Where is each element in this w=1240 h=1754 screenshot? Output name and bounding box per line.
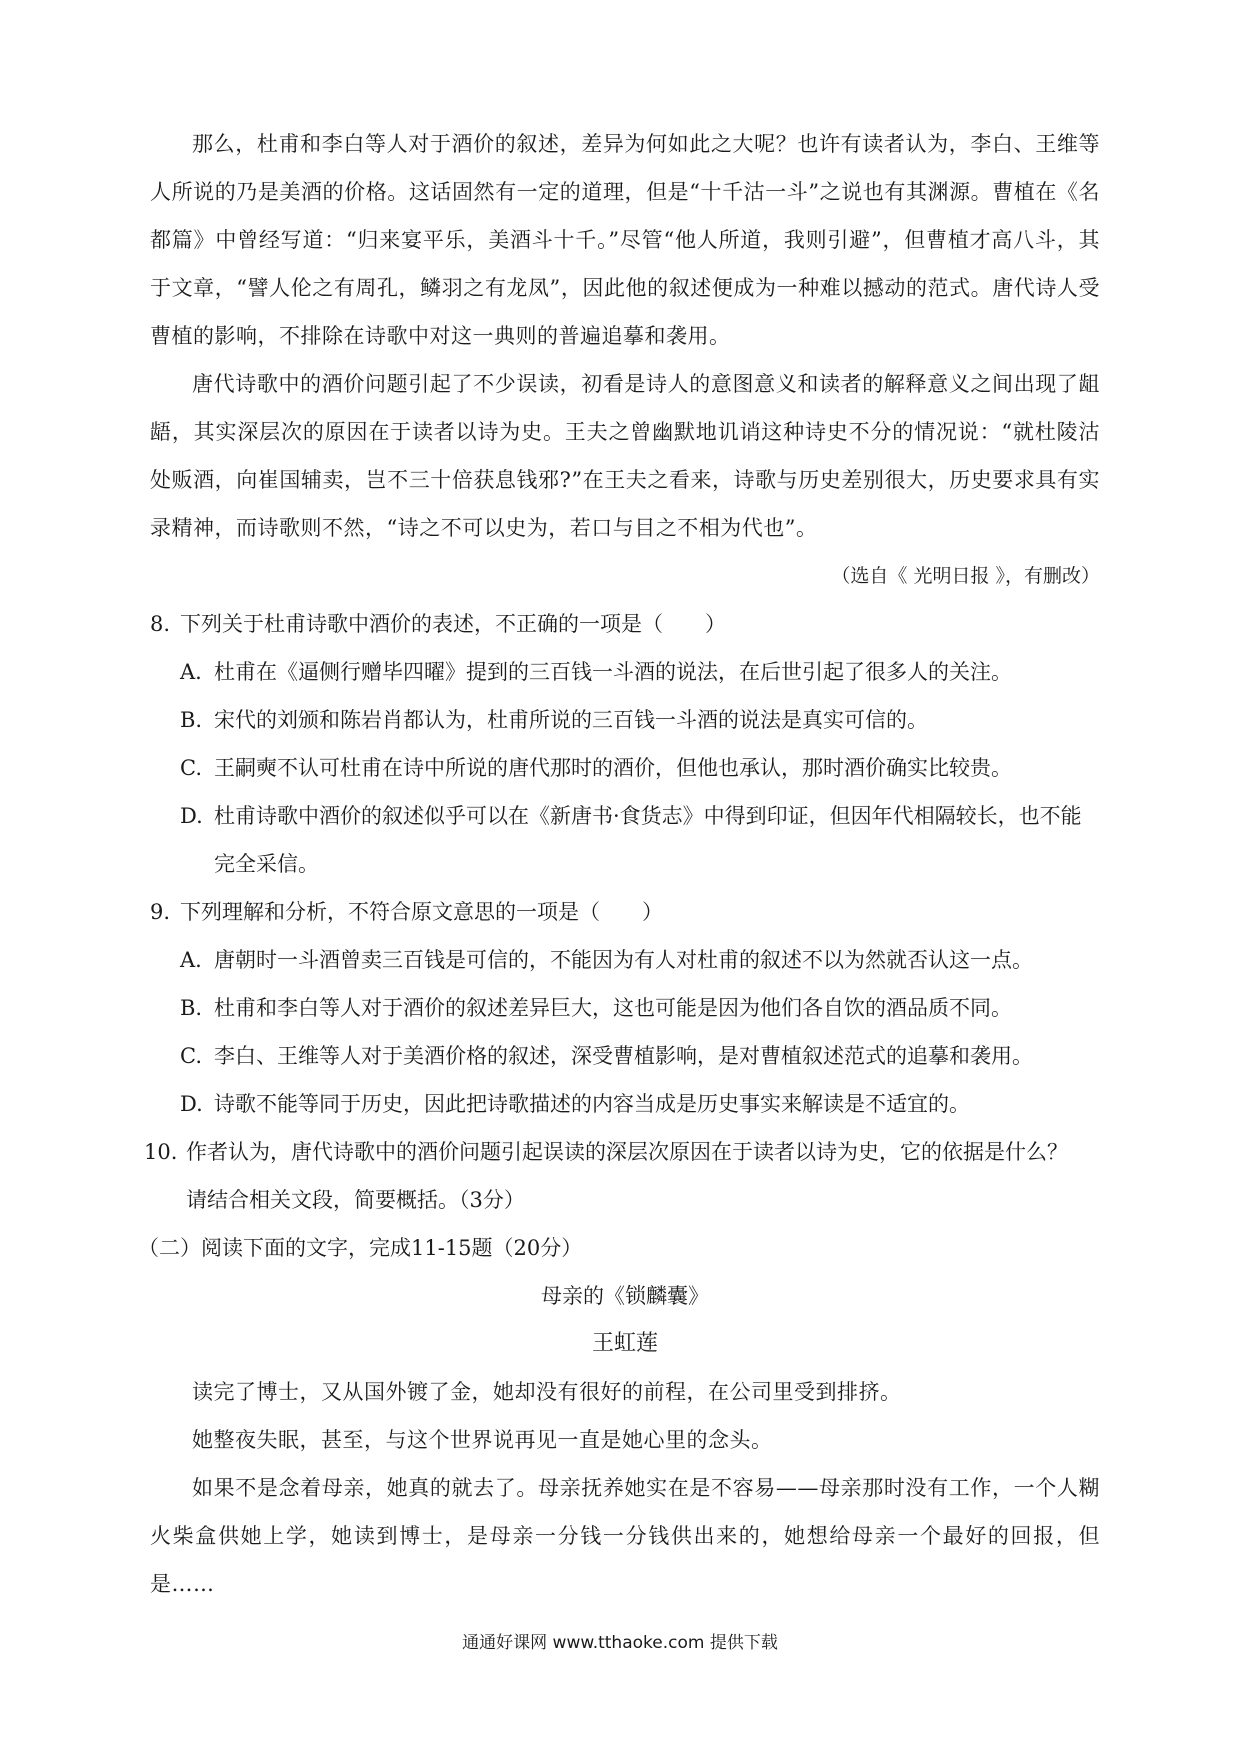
option-d — [180, 792, 1100, 888]
option-a — [180, 936, 1100, 984]
option-letter: D. — [180, 1092, 203, 1116]
story-paragraph: 读完了博士，又从国外镀了金，她却没有很好的前程，在公司里受到排挤。 — [192, 1380, 902, 1404]
option-letter: D. — [180, 804, 203, 828]
question-8 — [150, 600, 1100, 888]
option-letter: A. — [180, 948, 202, 972]
option-letter: B. — [180, 708, 203, 732]
question-number: 8. — [150, 612, 171, 636]
question-number: 9. — [150, 900, 171, 924]
option-c — [180, 1032, 1100, 1080]
option-text: 杜甫和李白等人对于酒价的叙述差异巨大，这也可能是因为他们各自饮的酒品质不同。 — [214, 996, 1012, 1020]
story-paragraph: 她整夜失眠，甚至，与这个世界说再见一直是她心里的念头。 — [192, 1428, 773, 1452]
question-stem: 作者认为，唐代诗歌中的酒价问题引起误读的深层次原因在于读者以诗为史，它的依据是什么？ — [186, 1140, 1068, 1164]
option-text: 王嗣奭不认可杜甫在诗中所说的唐代那时的酒价，但他也承认，那时酒价确实比较贵。 — [214, 756, 1012, 780]
option-a — [180, 648, 1100, 696]
option-text: 诗歌不能等同于历史，因此把诗歌描述的内容当成是历史事实来解读是不适宜的。 — [214, 1092, 970, 1116]
option-text: 杜甫诗歌中酒价的叙述似乎可以在《新唐书·食货志》中得到印证，但因年代相隔较长，也不能完全采信。 — [214, 804, 1082, 876]
question-stem: 下列理解和分析，不符合原文意思的一项是（ ） — [180, 900, 663, 924]
article-author: 王虹莲 — [591, 1331, 658, 1356]
option-letter: C. — [180, 1044, 202, 1068]
option-text: 宋代的刘颁和陈岩肖都认为，杜甫所说的三百钱一斗酒的说法是真实可信的。 — [214, 708, 928, 732]
question-number: 10. — [144, 1140, 178, 1164]
question-stem-continued: 请结合相关文段，简要概括。（3分） — [186, 1188, 525, 1212]
option-letter: C. — [180, 756, 202, 780]
option-text: 李白、王维等人对于美酒价格的叙述，深受曹植影响，是对曹植叙述范式的追摹和袭用。 — [214, 1044, 1033, 1068]
question-9 — [150, 888, 1100, 1128]
section-heading: （二）阅读下面的文字，完成11-15题（20分） — [138, 1236, 583, 1260]
story-paragraph: 如果不是念着母亲，她真的就去了。母亲抚养她实在是不容易——母亲那时没有工作，一个人糊火柴盒供她上学，她读到博士，是母亲一分钱一分钱供出来的，她想给母亲一个最好的回报，但是…… — [150, 1476, 1100, 1596]
option-letter: A. — [180, 660, 202, 684]
question-stem: 下列关于杜甫诗歌中酒价的表述，不正确的一项是（ ） — [180, 612, 726, 636]
source-citation: （选自《 光明日报 》，有删改） — [831, 565, 1100, 587]
page-footer: 通通好课网 www.tthaoke.com 提供下载 — [462, 1633, 778, 1653]
document-page — [138, 120, 1100, 1608]
option-letter: B. — [180, 996, 203, 1020]
article-title: 母亲的《锁麟囊》 — [541, 1284, 709, 1308]
passage-paragraph: 唐代诗歌中的酒价问题引起了不少误读，初看是诗人的意图意义和读者的解释意义之间出现了龃龉，其实深层次的原因在于读者以诗为史。王夫之曾幽默地讥诮这种诗史不分的情况说：“就杜陵沽处贩酒，向崔国辅卖，岂不三十倍获息钱邪?”在王夫之看来，诗歌与历史差别很大，历史要求具有实录精神，而诗歌则不然，“诗之不可以史为，若口与目之不相为代也”。 — [150, 372, 1100, 540]
option-text: 杜甫在《逼侧行赠毕四曜》提到的三百钱一斗酒的说法，在后世引起了很多人的关注。 — [214, 660, 1012, 684]
option-c — [180, 744, 1100, 792]
question-10 — [144, 1128, 1100, 1224]
option-b — [180, 696, 1100, 744]
option-b — [180, 984, 1100, 1032]
option-d — [180, 1080, 1100, 1128]
passage-paragraph: 那么，杜甫和李白等人对于酒价的叙述，差异为何如此之大呢？也许有读者认为，李白、王维等人所说的乃是美酒的价格。这话固然有一定的道理，但是“十千沽一斗”之说也有其渊源。曹植在《名都篇》中曾经写道：“归来宴平乐，美酒斗十千。”尽管“他人所道，我则引避”，但曹植才高八斗，其于文章，“譬人伦之有周孔，鳞羽之有龙凤”，因此他的叙述便成为一种难以撼动的范式。唐代诗人受曹植的影响，不排除在诗歌中对这一典则的普遍追摹和袭用。 — [150, 132, 1100, 348]
option-text: 唐朝时一斗酒曾卖三百钱是可信的，不能因为有人对杜甫的叙述不以为然就否认这一点。 — [214, 948, 1033, 972]
